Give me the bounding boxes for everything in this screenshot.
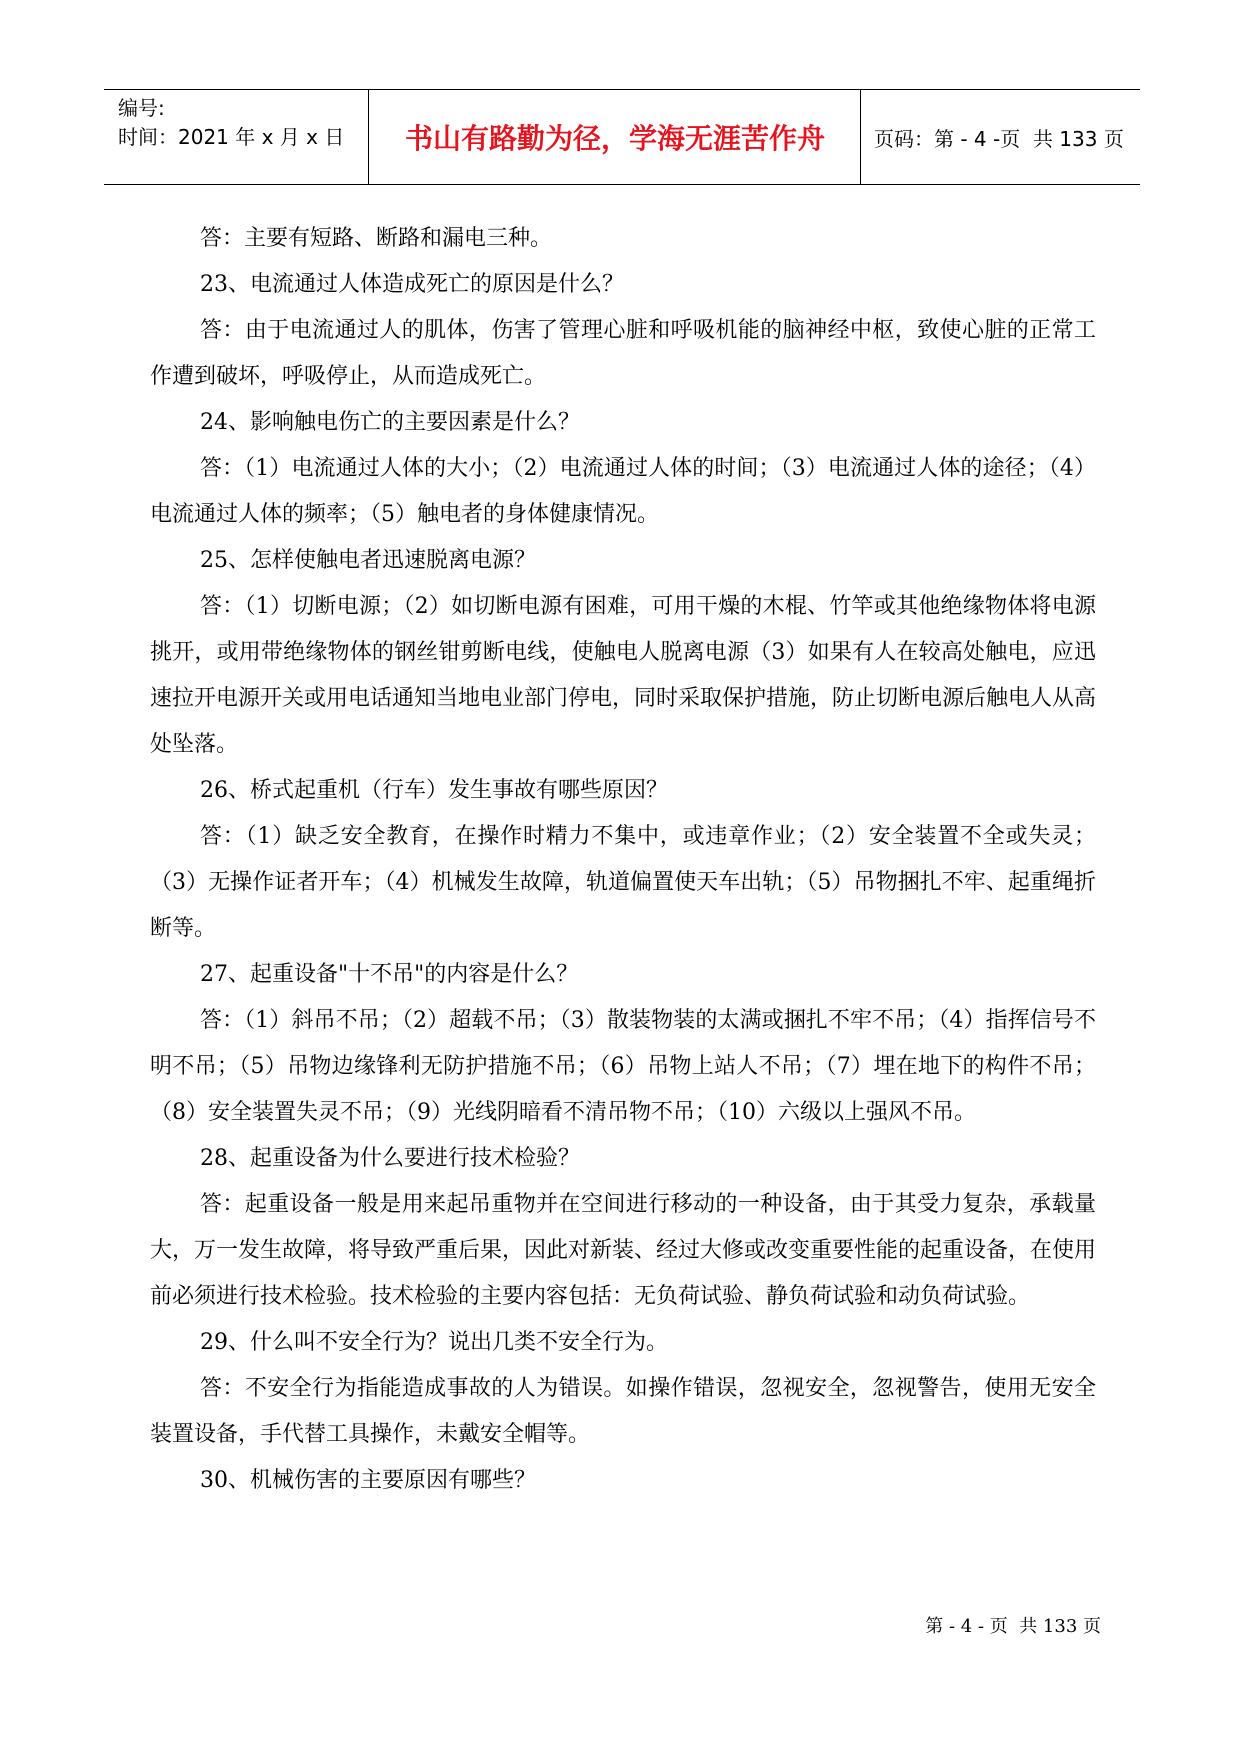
page-header <box>104 89 1140 185</box>
header-page-number: 页码：第 - 4 -页 共 133 页 <box>874 126 1124 151</box>
answer-paragraph: 答：起重设备一般是用来起吊重物并在空间进行移动的一种设备，由于其受力复杂，承载量大，万一发生故障，将导致严重后果，因此对新装、经过大修或改变重要性能的起重设备，在使用前必须进行技术检验。技术检验的主要内容包括：无负荷试验、静负荷试验和动负荷试验。 <box>150 1192 1097 1309</box>
answer-paragraph: 答：（1）电流通过人体的大小；（2）电流通过人体的时间；（3）电流通过人体的途径；（4）电流通过人体的频率；（5）触电者的身体健康情况。 <box>150 456 1096 527</box>
header-motto: 书山有路勤为径，学海无涯苦作舟 <box>404 122 825 155</box>
question-paragraph: 29、什么叫不安全行为？说出几类不安全行为。 <box>200 1330 668 1355</box>
header-divider <box>860 90 861 184</box>
question-paragraph: 27、起重设备"十不吊"的内容是什么？ <box>200 962 579 987</box>
question-paragraph: 26、桥式起重机（行车）发生事故有哪些原因？ <box>200 778 668 803</box>
answer-paragraph: 答：（1）缺乏安全教育，在操作时精力不集中，或违章作业；（2）安全装置不全或失灵；（3）无操作证者开车；（4）机械发生故障，轨道偏置使天车出轨；（5）吊物捆扎不牢、起重绳折断等。 <box>150 824 1096 941</box>
page-footer: 第 - 4 - 页 共 133 页 <box>925 1616 1101 1637</box>
answer-paragraph: 答：不安全行为指能造成事故的人为错误。如操作错误，忽视安全，忽视警告，使用无安全装置设备，手代替工具操作，未戴安全帽等。 <box>150 1376 1096 1447</box>
answer-paragraph: 答：由于电流通过人的肌体，伤害了管理心脏和呼吸机能的脑神经中枢，致使心脏的正常工作遭到破坏，呼吸停止，从而造成死亡。 <box>150 318 1096 389</box>
question-paragraph: 24、影响触电伤亡的主要因素是什么？ <box>200 410 580 435</box>
document-number-label: 编号: <box>118 96 165 120</box>
question-paragraph: 25、怎样使触电者迅速脱离电源？ <box>200 548 536 573</box>
question-paragraph: 28、起重设备为什么要进行技术检验？ <box>200 1146 580 1171</box>
header-divider <box>368 90 369 184</box>
question-paragraph: 23、电流通过人体造成死亡的原因是什么？ <box>200 272 624 297</box>
document-body <box>150 216 1096 1504</box>
answer-paragraph: 答：（1）斜吊不吊；（2）超载不吊；（3）散装物装的太满或捆扎不牢不吊；（4）指挥信号不明不吊；（5）吊物边缘锋利无防护措施不吊；（6）吊物上站人不吊；（7）埋在地下的构件不吊；（8）安全装置失灵不吊；（9）光线阴暗看不清吊物不吊；（10）六级以上强风不吊。 <box>150 1008 1096 1125</box>
answer-paragraph: 答：主要有短路、断路和漏电三种。 <box>200 226 553 251</box>
question-paragraph: 30、机械伤害的主要原因有哪些？ <box>200 1468 536 1493</box>
answer-paragraph: 答：（1）切断电源；（2）如切断电源有困难，可用干燥的木棍、竹竿或其他绝缘物体将电源挑开，或用带绝缘物体的钢丝钳剪断电线，使触电人脱离电源（3）如果有人在较高处触电，应迅速拉开电源开关或用电话通知当地电业部门停电，同时采取保护措施，防止切断电源后触电人从高处坠落。 <box>150 594 1097 757</box>
document-time-label: 时间：2021 年 x 月 x 日 <box>118 125 345 149</box>
